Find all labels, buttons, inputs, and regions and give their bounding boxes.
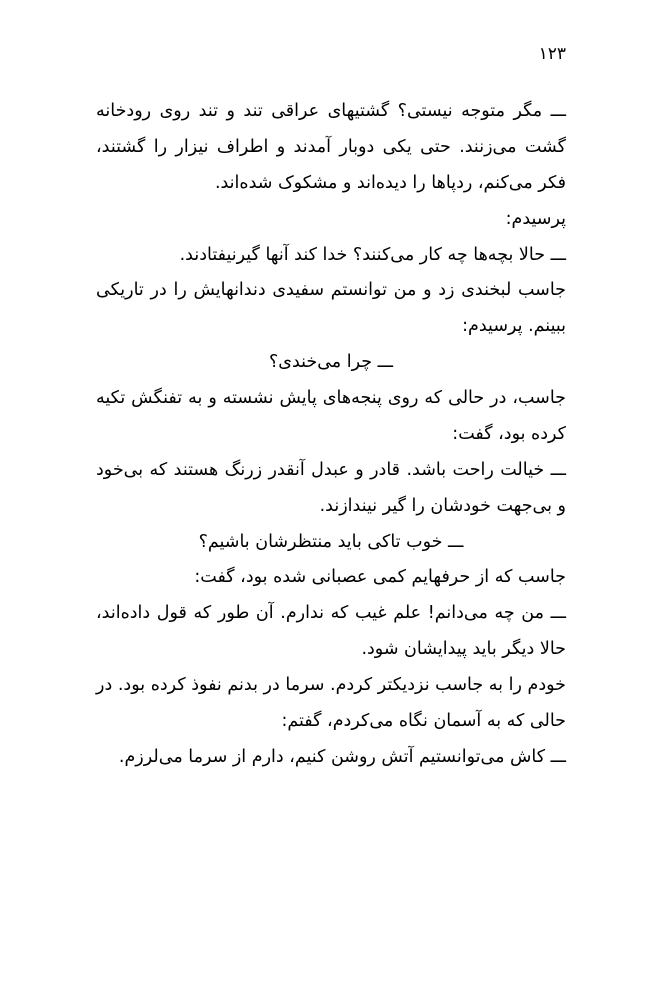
paragraph: ـــ چرا می‌خندی؟ <box>268 352 394 373</box>
paragraph: جاسب لبخندی زد و من توانستم سفیدی دندانهایش را در تاریکی ببینم. پرسیدم: <box>96 280 566 337</box>
page-number: ۱۲۳ <box>538 44 566 64</box>
paragraph: ـــ کاش می‌توانستیم آتش روشن کنیم، دارم از سرما می‌لرزم. <box>118 746 566 767</box>
paragraph: ـــ من چه می‌دانم! علم غیب که ندارم. آن طور که قول داده‌اند، حالا دیگر باید پیدایشان شود. <box>96 603 566 660</box>
paragraph: خودم را به جاسب نزدیکتر کردم. سرما در بدنم نفوذ کرده بود. در حالی که به آسمان نگاه می‌کردم، گفتم: <box>96 675 566 731</box>
paragraph: پرسیدم: <box>505 208 566 229</box>
paragraph: ـــ حالا بچه‌ها چه کار می‌کنند؟ خدا کند آنها گیرنیفتادند. <box>179 244 566 265</box>
paragraph: جاسب، در حالی که روی پنجه‌های پایش نشسته و به تفنگش تکیه کرده بود، گفت: <box>96 388 566 444</box>
paragraph: ـــ خیالت راحت باشد. قادر و عبدل آنقدر زرنگ هستند که بی‌خود و بی‌جهت خودشان را گیر نیندازند. <box>96 459 566 516</box>
paragraph: ـــ مگر متوجه نیستی؟ گشتیهای عراقی تند و تند روی رودخانه گشت می‌زنند. حتی یکی دوبار آمدند و اطراف نیزار را گشتند، فکر می‌کنم، ردپاها را دیده‌اند و مشکوک شده‌اند. <box>96 101 566 193</box>
paragraph: ـــ خوب تاکی باید منتظرشان باشیم؟ <box>198 531 464 552</box>
page-body <box>96 94 566 776</box>
paragraph: جاسب که از حرفهایم کمی عصبانی شده بود، گفت: <box>194 567 566 588</box>
